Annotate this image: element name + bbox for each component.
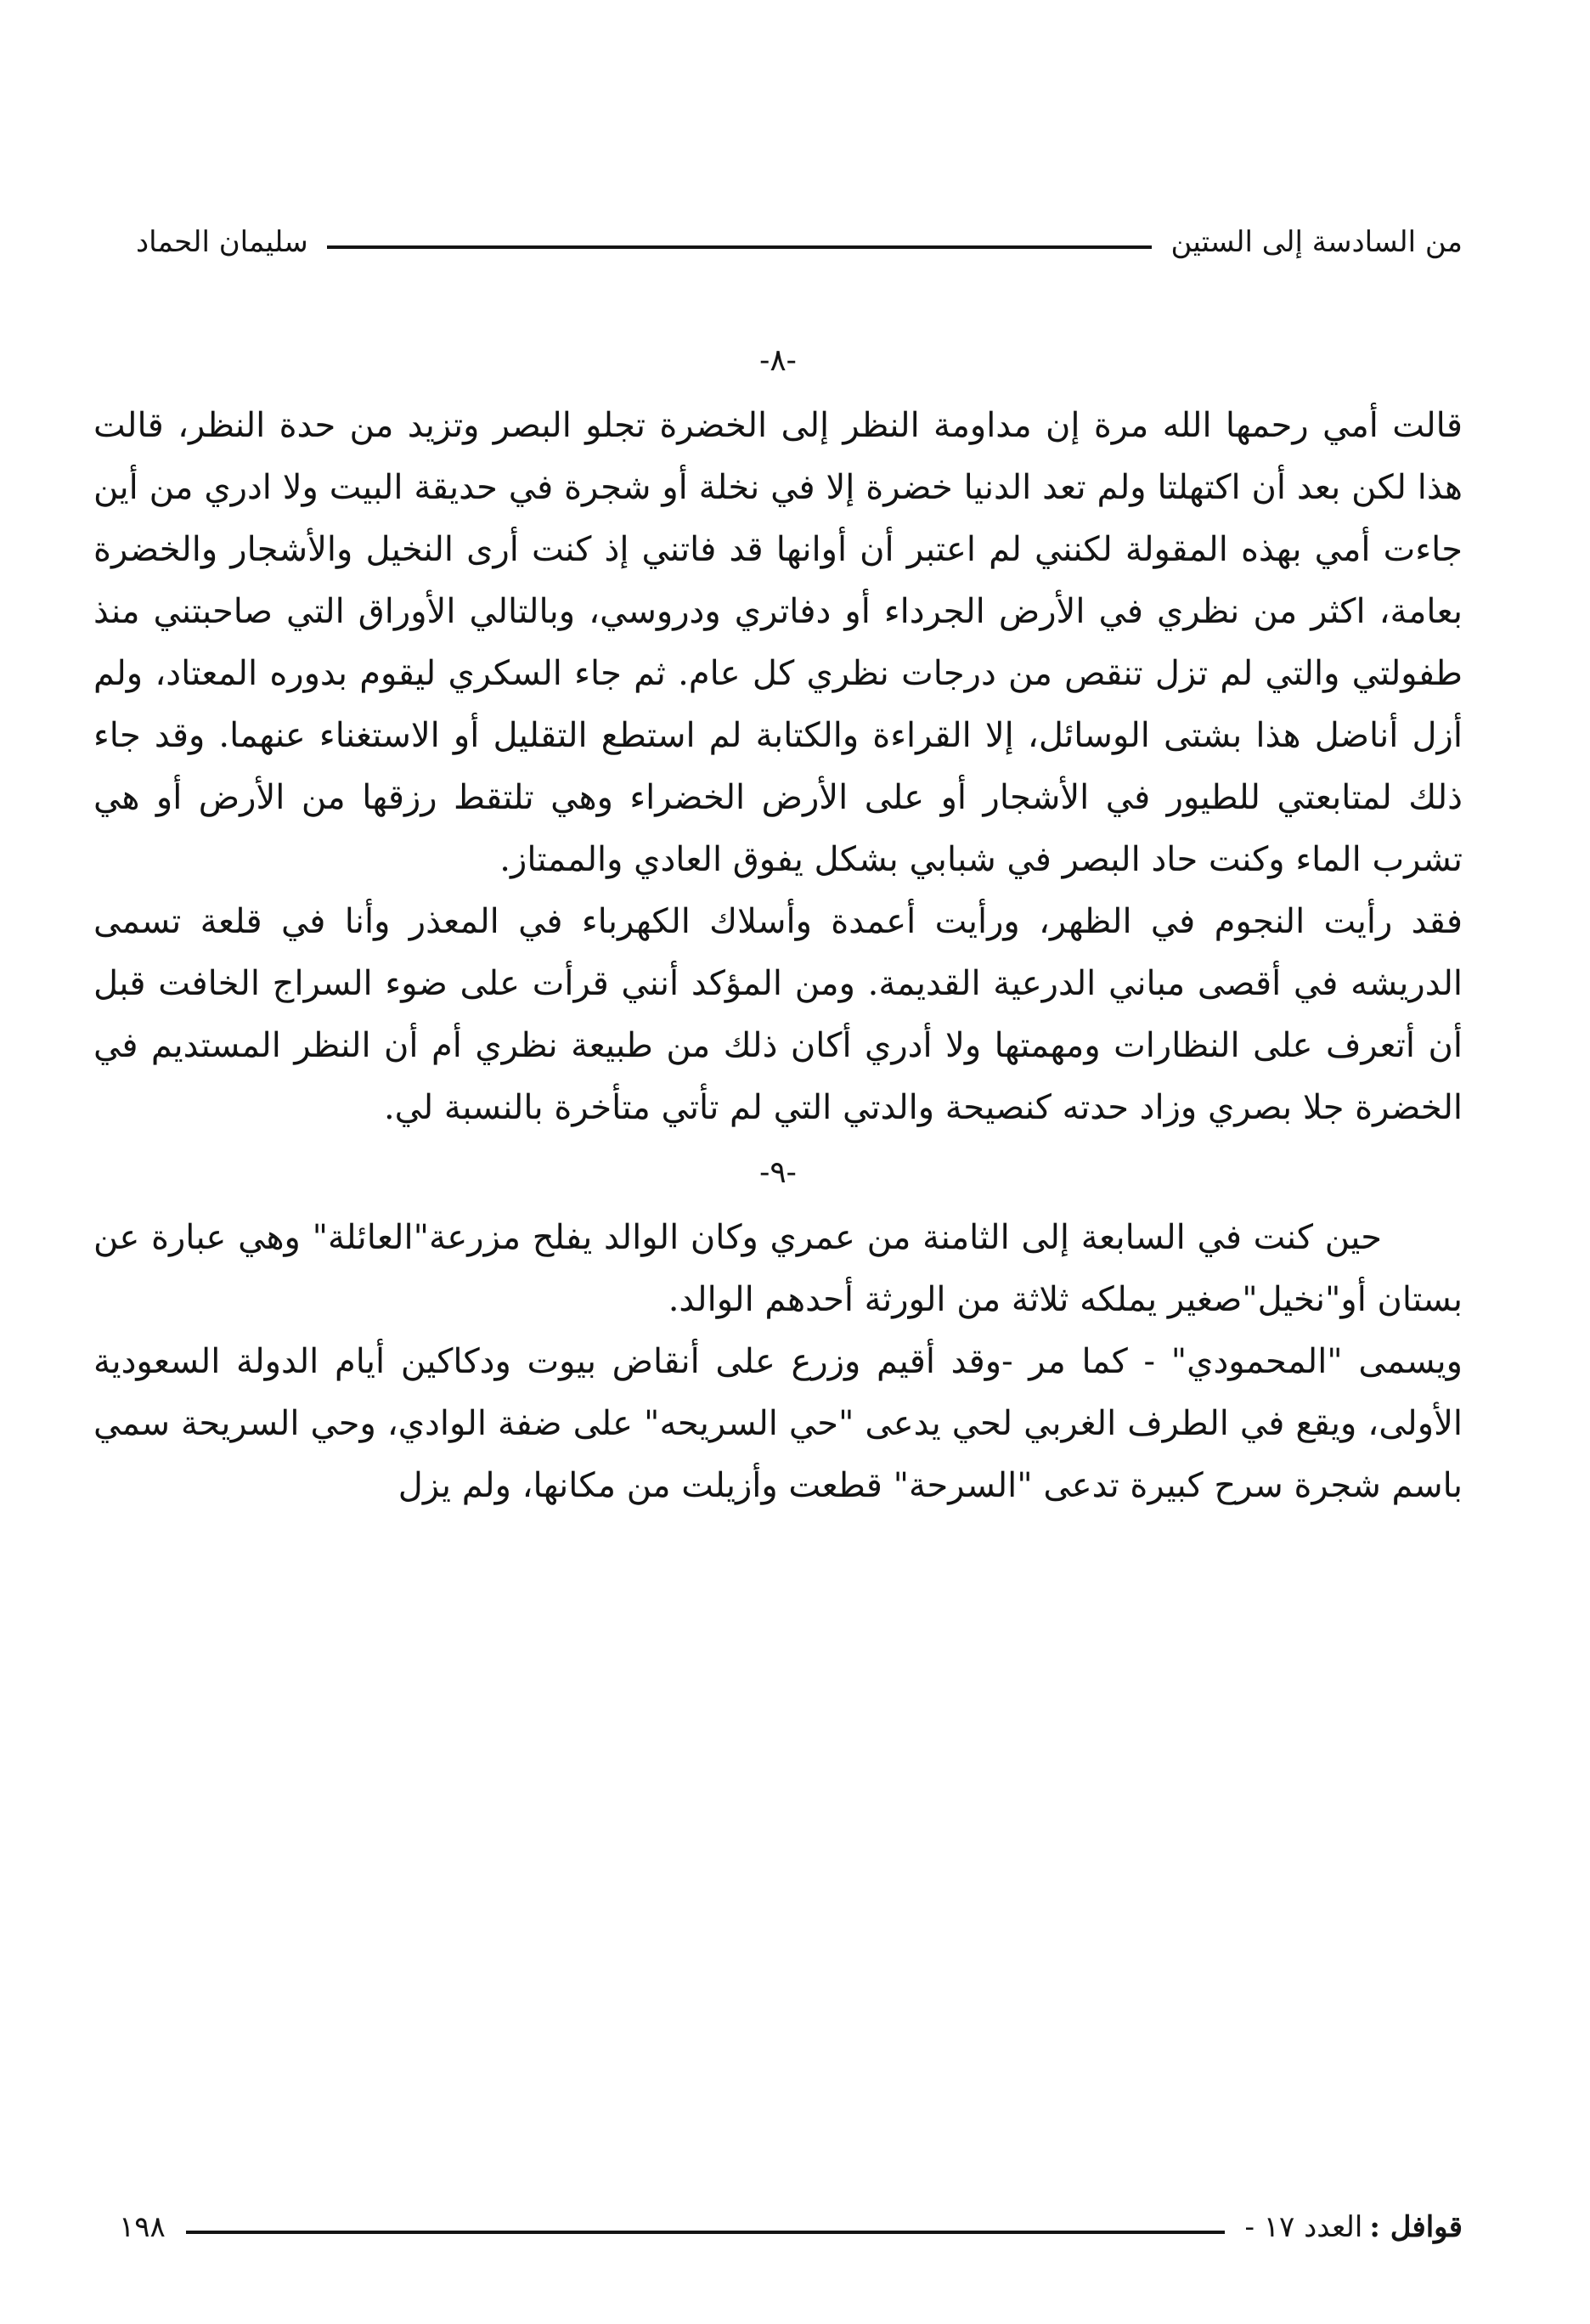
page-body	[93, 327, 1463, 1517]
page-number: ١٩٨	[119, 2210, 166, 2244]
section-number: -٩-	[759, 1155, 797, 1190]
section-number: -٨-	[759, 343, 797, 378]
footer-rule	[186, 2231, 1225, 2234]
paragraph: فقد رأيت النجوم في الظهر، ورأيت أعمدة وأسلاك الكهرباء في المعذر وأنا في قلعة تسمى الدريشه في أقصى مباني الدرعية القديمة. ومن المؤكد أنني قرأت على ضوء السراج الخافت قبل أن أتعرف على النظارات ومهمتها ولا أدري أكان ذلك من طبيعة نظري أم أن النظر المستديم في الخضرة جلا بصري وزاد حدته كنصيحة والدتي التي لم تأتي متأخرة بالنسبة لي.	[93, 902, 1463, 1127]
paragraph: ويسمى "المحمودي" - كما مر -وقد أقيم وزرع على أنقاض بيوت ودكاكين أيام الدولة السعودية الأولى، ويقع في الطرف الغربي لحي يدعى "حي السريحه" على ضفة الوادي، وحي السريحة سمي باسم شجرة سرح كبيرة تدعى "السرحة" قطعت وأزيلت من مكانها، ولم يزل	[93, 1342, 1463, 1505]
issue-number: العدد ١٧ -	[1244, 2210, 1363, 2244]
paragraph: حين كنت في السابعة إلى الثامنة من عمري وكان الوالد يفلح مزرعة"العائلة" وهي عبارة عن بستان أو"نخيل"صغير يملكه ثلاثة من الورثة أحدهم الوالد.	[93, 1218, 1463, 1319]
running-footer	[110, 2202, 1463, 2253]
header-rule	[327, 245, 1153, 249]
journal-name: قوافل :	[1369, 2210, 1463, 2244]
section-9	[93, 1139, 1463, 1517]
paragraph: قالت أمي رحمها الله مرة إن مداومة النظر إلى الخضرة تجلو البصر وتزيد من حدة النظر، قالت هذا لكن بعد أن اكتهلتا ولم تعد الدنيا خضرة إلا في نخلة أو شجرة في حديقة البيت ولا ادري من أين جاءت أمي بهذه المقولة لكنني لم اعتبر أن أوانها قد فاتني إذ كنت أرى النخيل والأشجار والخضرة بعامة، اكثر من نظري في الأرض الجرداء أو دفاتري ودروسي، وبالتالي الأوراق التي صاحبتني منذ طفولتي والتي لم تزل تنقص من درجات نظري كل عام. ثم جاء السكري ليقوم بدوره المعتاد، ولم أزل أناضل هذا بشتى الوسائل، إلا القراءة والكتابة لم استطع التقليل أو الاستغناء عنهما. وقد جاء ذلك لمتابعتي للطيور في الأشجار أو على الأرض الخضراء وهي تلتقط رزقها من الأرض أو هي تشرب الماء وكنت حاد البصر في شبابي بشكل يفوق العادي والممتاز.	[93, 406, 1463, 879]
section-8	[93, 327, 1463, 1139]
book-title: من السادسة إلى الستين	[1170, 225, 1463, 259]
running-header	[136, 217, 1463, 268]
author-name: سليمان الحماد	[136, 225, 308, 259]
